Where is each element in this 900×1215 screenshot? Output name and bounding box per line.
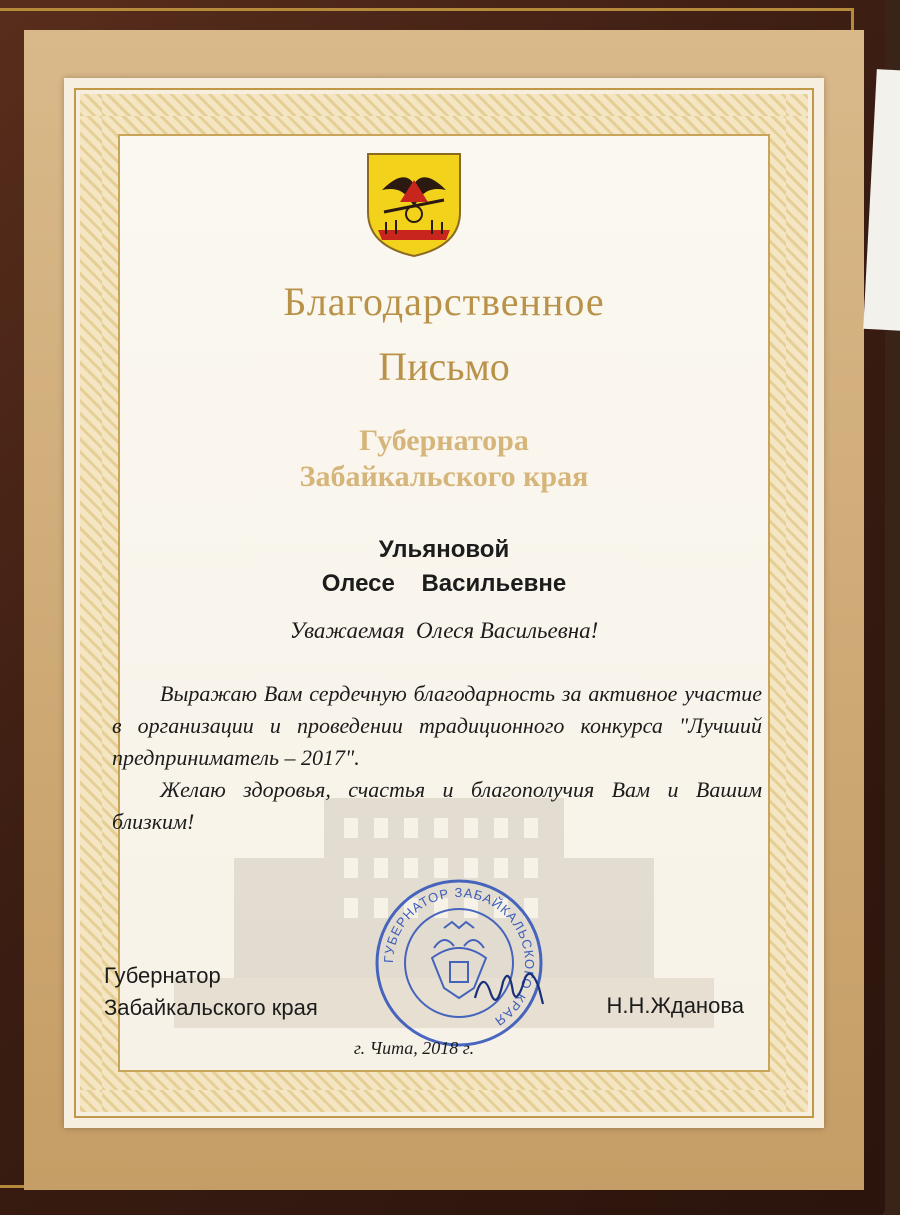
subtitle-line1: Губернатора — [359, 424, 529, 457]
body-paragraph-2: Желаю здоровья, счастья и благополучия Вам и Вашим близким! — [112, 777, 762, 834]
recipient-surname: Ульяновой — [378, 536, 510, 563]
greeting: Уважаемая Олеся Васильевна! — [289, 618, 599, 643]
certificate-body — [112, 678, 762, 838]
coat-of-arms-icon — [364, 150, 464, 258]
recipient-name — [174, 533, 714, 601]
body-paragraph-1: Выражаю Вам сердечную благодарность за активное участие в организации и проведении традиционного конкурса "Лучший предприниматель – 2017". — [112, 681, 762, 770]
certificate-subtitle — [174, 423, 714, 495]
place-and-date: г. Чита, 2018 г. — [353, 1038, 475, 1058]
certificate-title-line1: Благодарственное — [283, 279, 605, 324]
signer-title-line2: Забайкальского края — [104, 995, 318, 1020]
certificate — [64, 78, 824, 1128]
subtitle-line2: Забайкальского края — [299, 460, 589, 493]
signer-title-line1: Губернатор — [104, 963, 221, 988]
signer-title — [104, 960, 364, 1024]
certificate-title-line2: Письмо — [378, 344, 510, 389]
stamp-text: ГУБЕРНАТОР ЗАБАЙКАЛЬСКОГО КРАЯ — [380, 884, 538, 1030]
handwritten-signature — [469, 958, 549, 1018]
signer-name: Н.Н.Жданова — [606, 993, 744, 1018]
recipient-given-names: Олесе Васильевне — [321, 570, 567, 597]
